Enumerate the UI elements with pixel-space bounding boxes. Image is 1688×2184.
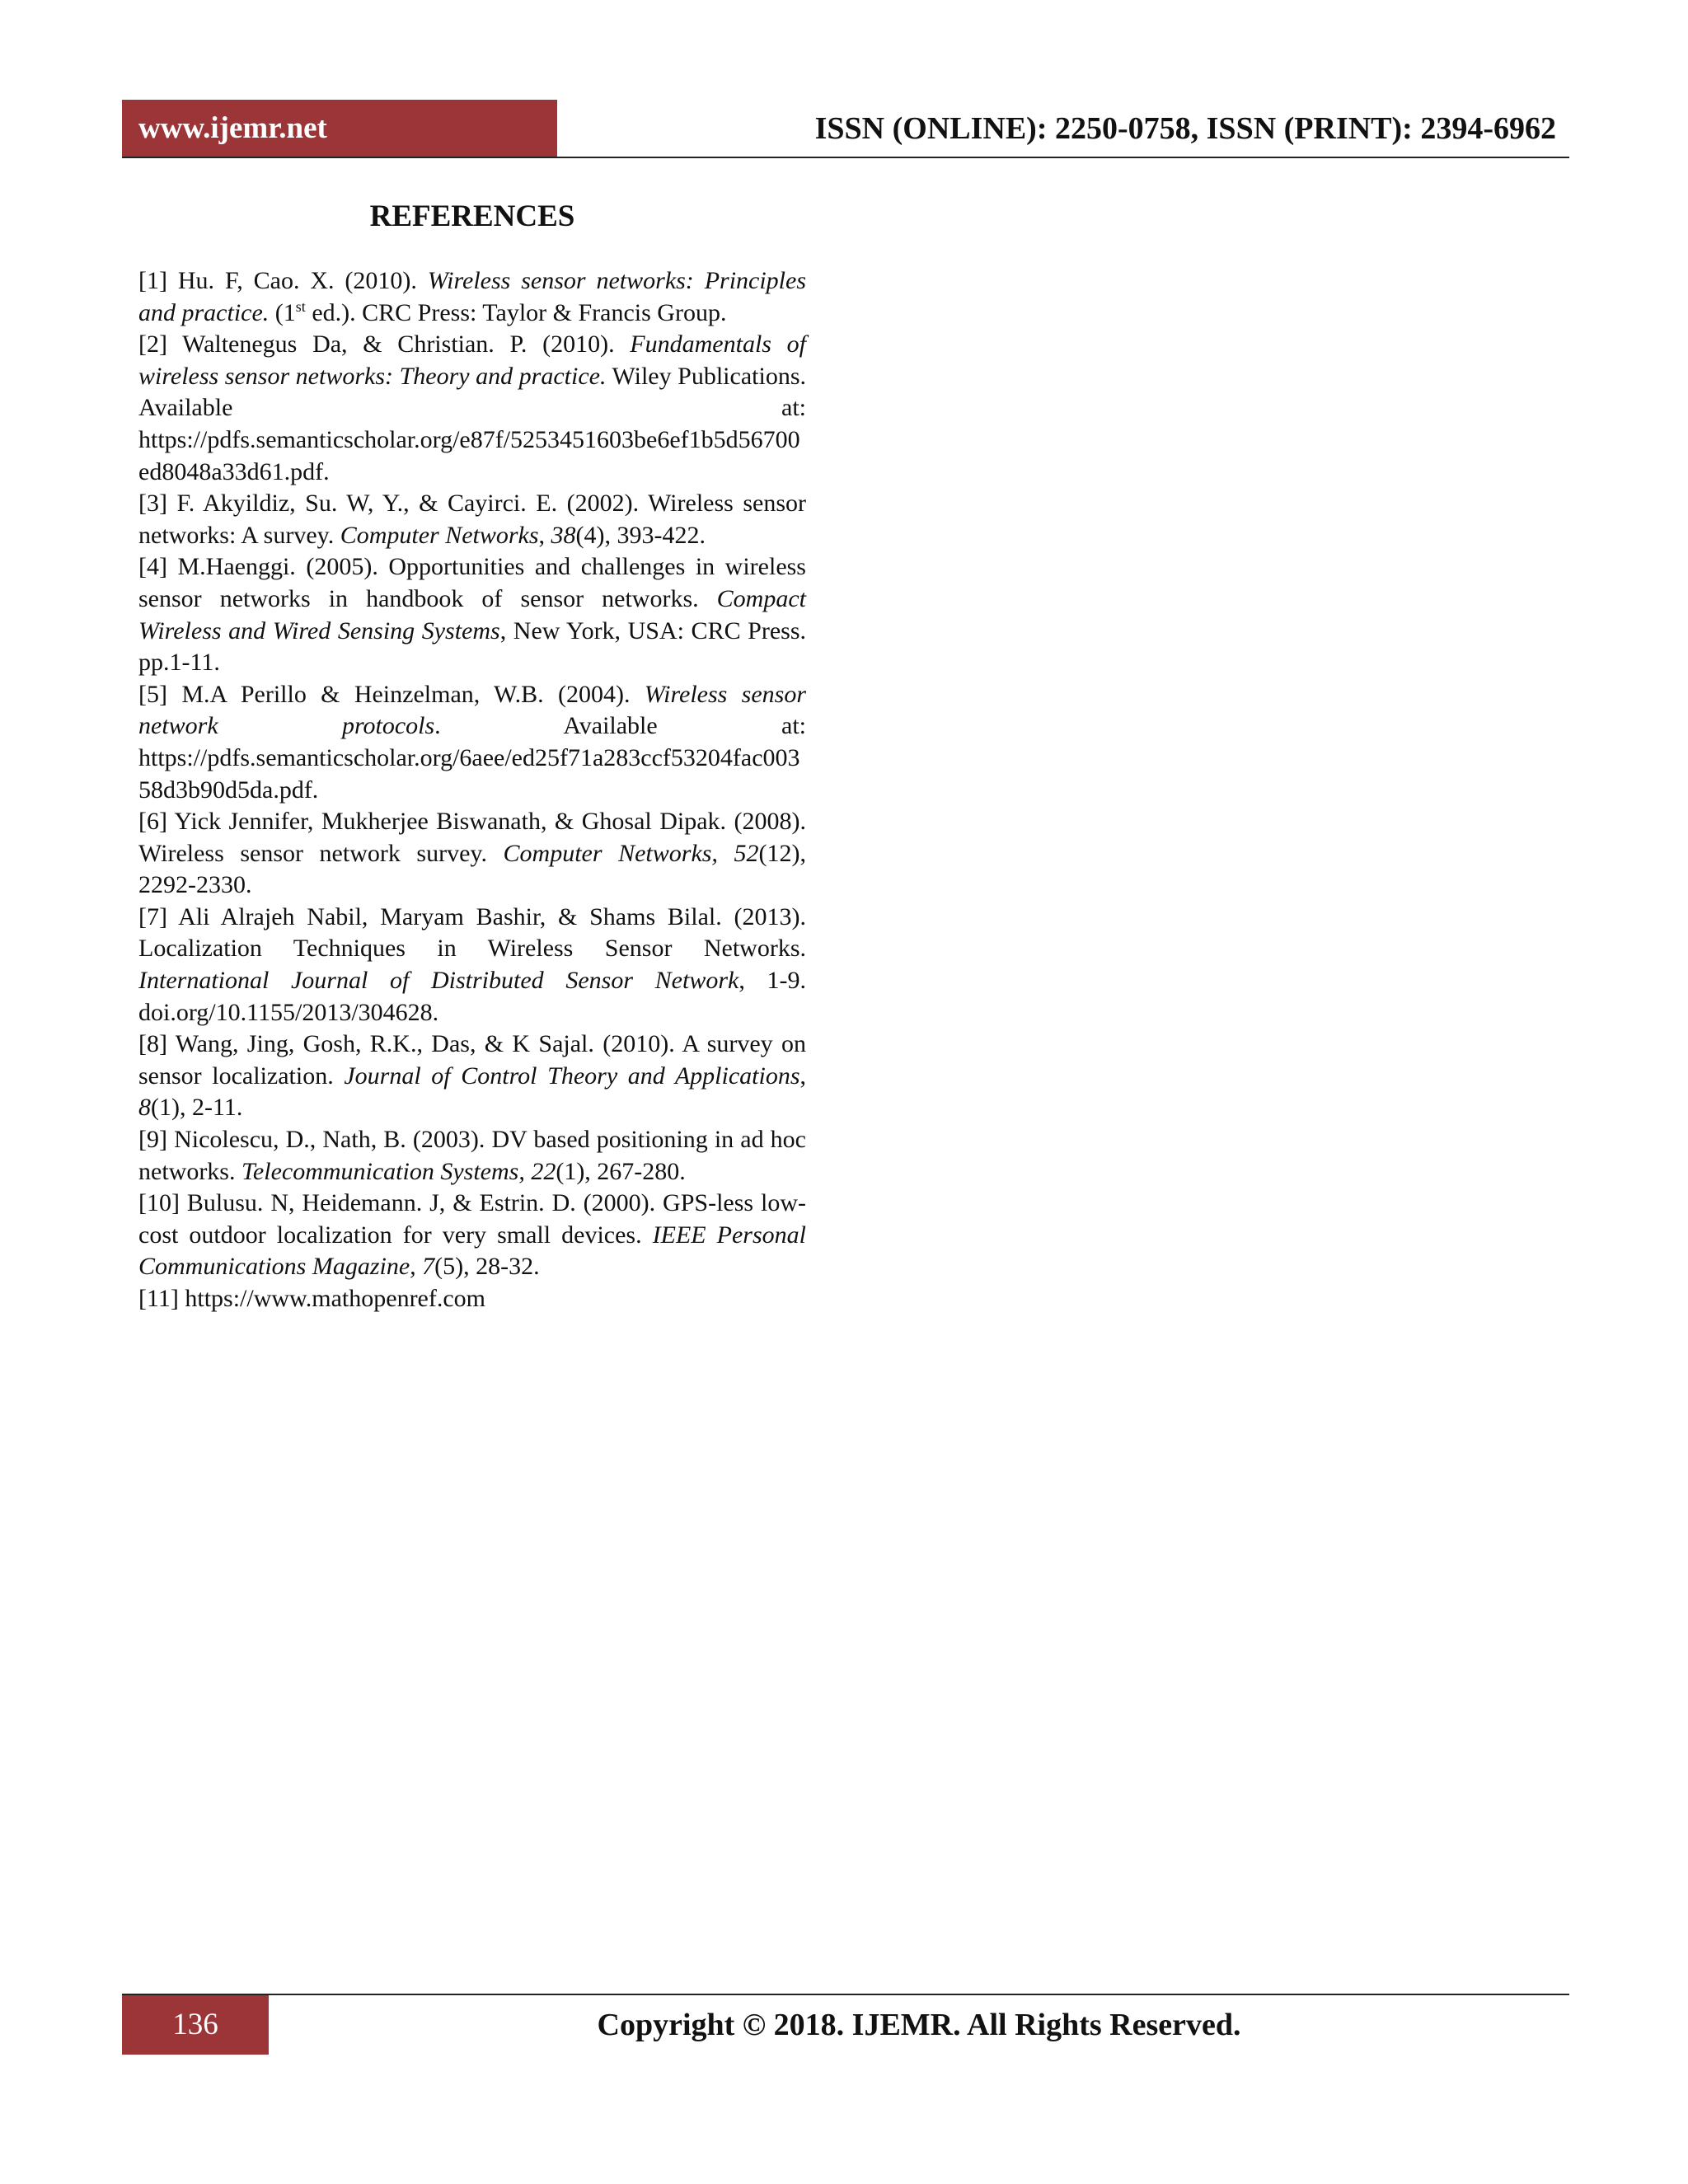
reference-entry — [138, 1188, 806, 1283]
reference-text: [9] Nicolescu, D., Nath, B. (2003). DV based positioning in ad hoc networks. — [138, 1126, 806, 1185]
reference-text: [8] Wang, Jing, Gosh, R.K., Das, & K Sajal. (2010). A survey on sensor localization. — [138, 1030, 806, 1090]
reference-text: [4] M.Haenggi. (2005). Opportunities and challenges in wireless sensor networks in handbook of sensor networks. — [138, 553, 806, 612]
reference-entry — [138, 488, 806, 551]
reference-text: [11] https://www.mathopenref.com — [138, 1285, 486, 1312]
reference-text: Wiley Publications. Available at: https://pdfs.semanticscholar.org/e87f/5253451603be6ef1b5d56700ed8048a33d61.pdf. — [138, 362, 806, 485]
header-divider — [122, 157, 1569, 158]
reference-text: (5), 28-32. — [434, 1253, 540, 1281]
reference-text: (1 — [269, 298, 296, 326]
reference-title-italic: Computer Networks, 52 — [503, 839, 759, 867]
reference-entry — [138, 1283, 806, 1315]
reference-entry — [138, 679, 806, 806]
page-number: 136 — [122, 1995, 269, 2055]
reference-title-italic: Wireless sensor network protocols — [138, 680, 807, 740]
reference-text: (1), 2-11. — [151, 1094, 243, 1122]
journal-website: www.ijemr.net — [122, 100, 557, 157]
reference-title-italic: 38 — [551, 521, 576, 549]
reference-text: , 1-9. doi.org/10.1155/2013/304628. — [138, 967, 806, 1026]
reference-title-italic: Wireless sensor networks: Principles and practice. — [138, 267, 807, 326]
reference-superscript: st — [295, 298, 306, 315]
reference-text: [1] Hu. F, Cao. X. (2010). — [138, 267, 428, 294]
reference-entry — [138, 329, 806, 488]
copyright-notice: Copyright © 2018. IJEMR. All Rights Reserved. — [597, 2008, 1241, 2042]
reference-entry — [138, 1124, 806, 1188]
reference-entry — [138, 806, 806, 902]
reference-text: , New York, USA: CRC Press. pp.1-11. — [138, 616, 807, 677]
reference-title-italic: Telecommunication Systems, 22 — [241, 1157, 556, 1185]
reference-text: [2] Waltenegus Da, & Christian. P. (2010). — [138, 330, 631, 359]
reference-title-italic: Compact Wireless and Wired Sensing Systems — [138, 584, 806, 644]
reference-text: ed.). CRC Press: Taylor & Francis Group. — [305, 298, 727, 326]
reference-title-italic: IEEE Personal Communications Magazine, 7 — [138, 1221, 806, 1281]
reference-text: . Available at: https://pdfs.semanticscholar.org/6aee/ed25f71a283ccf53204fac00358d3b90d5da.pdf. — [138, 712, 806, 804]
reference-text: [3] F. Akyildiz, Su. W, Y., & Cayirci. E. (2002). Wireless sensor networks: A survey. — [138, 490, 806, 549]
reference-entry — [138, 265, 806, 329]
reference-text: [7] Ali Alrajeh Nabil, Maryam Bashir, & Shams Bilal. (2013). Localization Techniques in Wireless Sensor Networks. — [138, 902, 806, 963]
reference-text: (1), 267-280. — [556, 1157, 686, 1185]
reference-text: [5] M.A Perillo & Heinzelman, W.B. (2004). — [138, 680, 645, 708]
reference-text: (4), 393-422. — [575, 521, 706, 549]
reference-text: , — [538, 521, 551, 549]
reference-title-italic: Journal of Control Theory and Applications — [344, 1062, 800, 1090]
issn-numbers: ISSN (ONLINE): 2250-0758, ISSN (PRINT): 2394-6962 — [814, 111, 1556, 146]
reference-entry — [138, 902, 806, 1029]
reference-title-italic: Computer Networks — [340, 521, 539, 549]
reference-entry — [138, 1029, 806, 1124]
reference-title-italic: 8 — [138, 1094, 151, 1122]
reference-entry — [138, 551, 806, 678]
references-heading: REFERENCES — [369, 199, 575, 233]
reference-text: [10] Bulusu. N, Heidemann. J, & Estrin. D. (2000). GPS-less low-cost outdoor localization for very small devices. — [138, 1189, 806, 1249]
reference-title-italic: International Journal of Distributed Sensor Network — [138, 967, 739, 995]
reference-text: (12), 2292-2330. — [138, 839, 806, 899]
reference-text: , — [799, 1062, 807, 1090]
reference-title-italic: Fundamentals of wireless sensor networks: Theory and practice. — [138, 330, 806, 390]
reference-text: [6] Yick Jennifer, Mukherjee Biswanath, & Ghosal Dipak. (2008). Wireless sensor network survey. — [138, 808, 806, 867]
reference-list — [138, 265, 806, 1315]
